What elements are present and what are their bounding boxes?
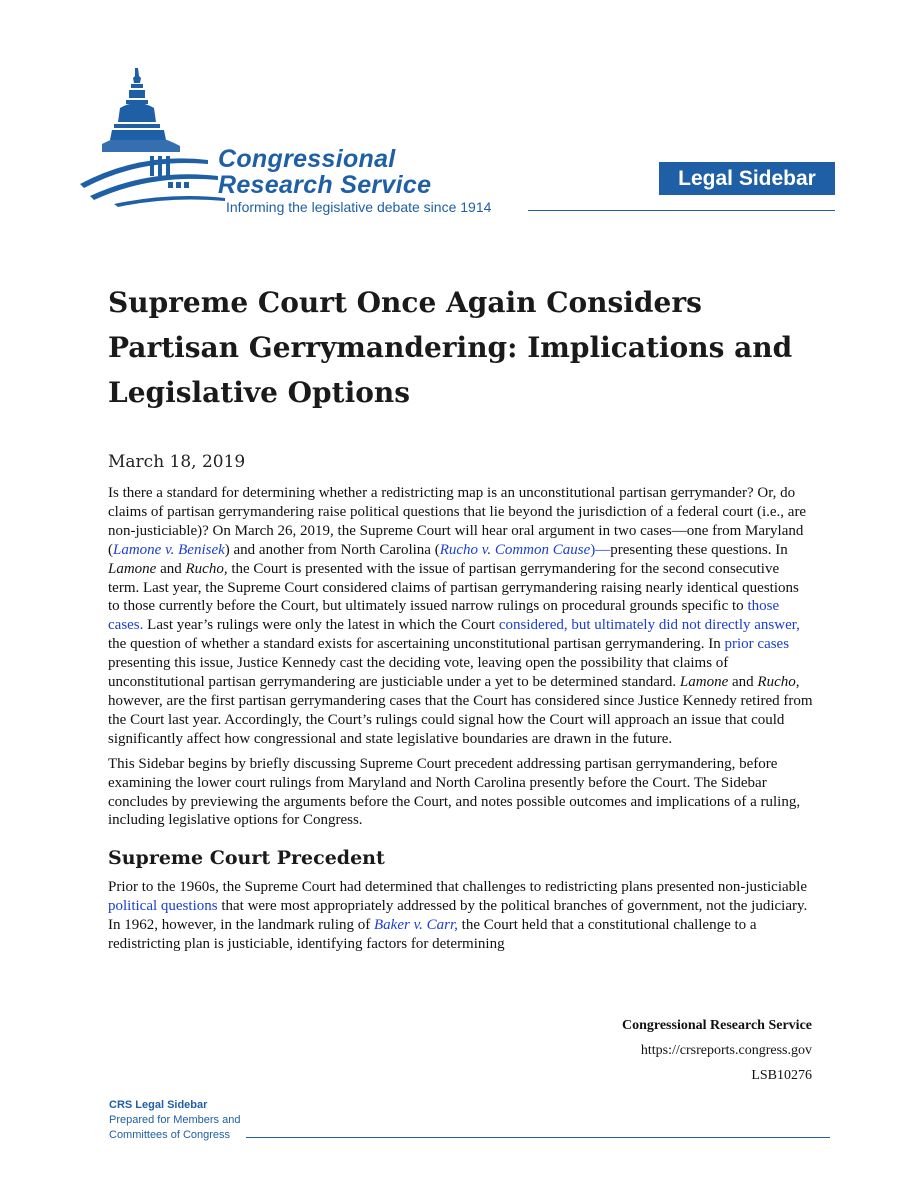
source-url[interactable]: https://crsreports.congress.gov (640, 1043, 812, 1058)
report-id: LSB10276 (751, 1068, 812, 1083)
link-lamone-v-benisek[interactable]: Lamone v. Benisek (113, 541, 225, 558)
page-title: Supreme Court Once Again Considers Partisan Gerrymandering: Implications and Legislative Options (108, 286, 793, 409)
link-baker-v-carr[interactable]: Baker v. Carr, (374, 917, 458, 934)
link-those-cases[interactable]: those cases. (108, 598, 780, 634)
footer-line-3: Committees of Congress (109, 1129, 231, 1141)
source-organization: Congressional Research Service (621, 1018, 812, 1033)
footer-line-1: CRS Legal Sidebar (109, 1099, 208, 1111)
document-body (108, 484, 814, 960)
link-prior-cases[interactable]: prior cases (724, 636, 790, 653)
capitol-dome-logo (80, 64, 225, 214)
source-info (622, 1013, 812, 1088)
publication-date: March 18, 2019 (108, 452, 246, 472)
footer (109, 1098, 240, 1143)
legal-sidebar-badge: Legal Sidebar (659, 162, 835, 195)
footer-line-2: Prepared for Members and (109, 1114, 241, 1126)
footer-divider (246, 1137, 830, 1138)
organization-name (218, 146, 431, 198)
link-considered-not-answered[interactable]: considered, but ultimately did not directly answer, (498, 617, 800, 634)
section-heading: Supreme Court Precedent (108, 847, 385, 870)
intro-paragraph: Is there a standard for determining whether a redistricting map is an unconstitutional partisan gerrymander? Or, do claims of partisan gerrymandering raise political questions that lie beyond the jurisdiction of a federal court (i.e., are non-justiciable)? On March 26, 2019, the Supreme Court will hear oral argument in two cases—one from Maryland (Lamone v. Benisek) and another from North Carolina (Rucho v. Common Cause)—presenting these questions. In Lamone and Rucho, the Court is presented with the issue of partisan gerrymandering for the second consecutive term. Last year, the Supreme Court considered claims of partisan gerrymandering raising nearly identical questions to those currently before the Court, but ultimately issued narrow rulings on procedural grounds specific to those cases. Last year’s rulings were only the latest in which the Court considered, but ultimately did not directly answer, the question of whether a standard exists for ascertaining unconstitutional partisan gerrymandering. In prior cases presenting this issue, Justice Kennedy cast the deciding vote, leaving open the possibility that claims of unconstitutional partisan gerrymandering are justiciable under a yet to be determined standard. Lamone and Rucho, however, are the first partisan gerrymandering cases that the Court has considered since Justice Kennedy retired from the Court last year. Accordingly, the Court’s rulings could signal how the Court will approach an issue that could significantly affect how congressional and state legislative boundaries are drawn in the future. (108, 485, 813, 747)
header-divider (528, 210, 835, 211)
organization-name-line1: Congressional (218, 145, 396, 173)
organization-name-line2: Research Service (218, 171, 432, 199)
precedent-paragraph: Prior to the 1960s, the Supreme Court had determined that challenges to redistricting plans presented non-justiciable political questions that were most appropriately addressed by the political branches of government, not the judiciary. In 1962, however, in the landmark ruling of Baker v. Carr, the Court held that a constitutional challenge to a redistricting plan is justiciable, identifying factors for determining (108, 879, 808, 953)
link-rucho-v-common-cause[interactable]: Rucho v. Common Cause (439, 541, 591, 558)
overview-paragraph: This Sidebar begins by briefly discussing Supreme Court precedent addressing partisan gerrymandering, before examining the lower court rulings from Maryland and North Carolina presently before the Court. The Sidebar concludes by previewing the arguments before the Court, and notes possible outcomes and implications of a ruling, including legislative options for Congress. (108, 755, 801, 829)
organization-tagline: Informing the legislative debate since 1914 (226, 199, 492, 215)
link-political-questions[interactable]: political questions (108, 898, 218, 915)
